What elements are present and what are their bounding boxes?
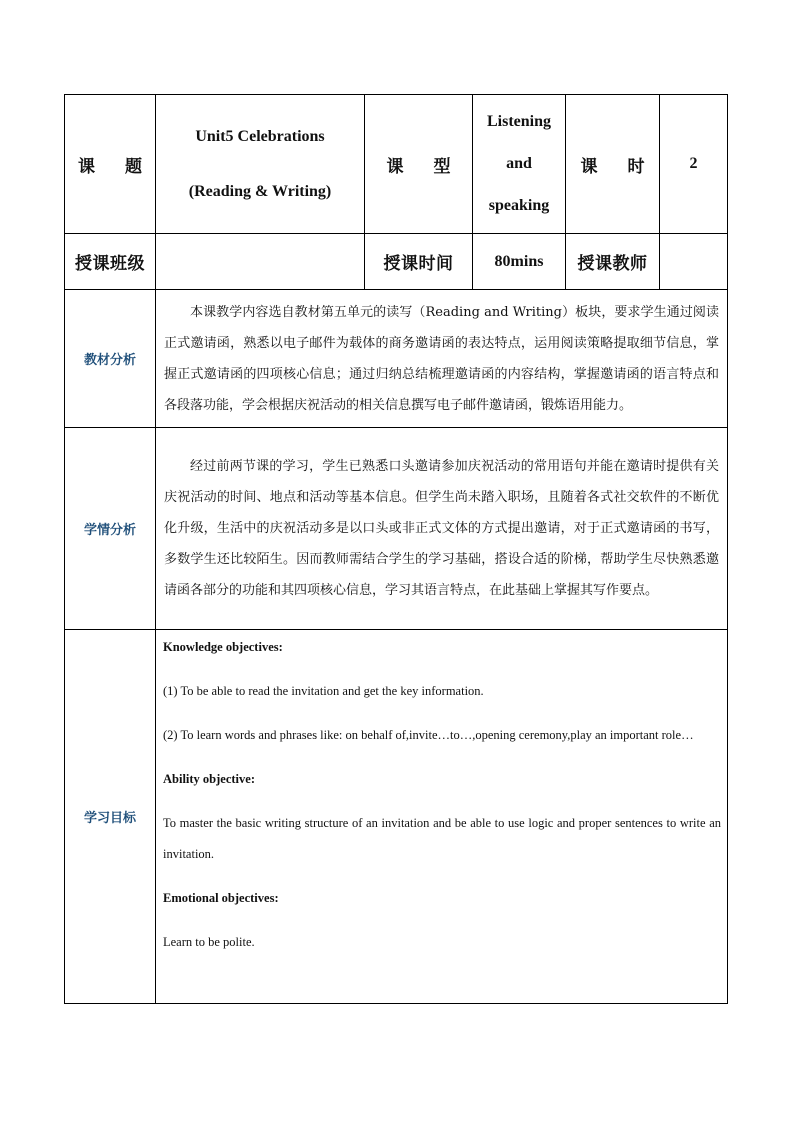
topic-label: 课 题 [65, 95, 156, 234]
objectives-content [156, 630, 728, 1004]
textbook-analysis-row [65, 290, 728, 428]
objectives-label: 学习目标 [65, 630, 156, 1004]
emotional-heading: Emotional objectives: [163, 891, 279, 905]
ability-text: To master the basic writing structure of an invitation and be able to use logic and proper sentences to write an invitation. [163, 816, 721, 861]
info-row [65, 234, 728, 290]
textbook-analysis-content [156, 290, 728, 428]
type-label: 课 型 [365, 95, 473, 234]
learner-analysis-label: 学情分析 [65, 428, 156, 630]
knowledge-item-2: (2) To learn words and phrases like: on behalf of,invite…to…,opening ceremony,play an important role… [163, 728, 694, 742]
knowledge-item-1: (1) To be able to read the invitation and get the key information. [163, 684, 484, 698]
type-value [473, 95, 566, 234]
class-value [156, 234, 365, 290]
header-row [65, 95, 728, 234]
textbook-analysis-text: 本课教学内容选自教材第五单元的读写（Reading and Writing）板块，要求学生通过阅读正式邀请函，熟悉以电子邮件为载体的商务邀请函的表达特点，运用阅读策略提取细节信息，掌握正式邀请函的四项核心信息；通过归纳总结梳理邀请函的内容结构，掌握邀请函的语言特点和各段落功能，学会根据庆祝活动的相关信息撰写电子邮件邀请函，锻炼语用能力。 [164, 304, 719, 413]
emotional-text: Learn to be polite. [163, 935, 255, 949]
lesson-plan-table [64, 94, 728, 1004]
teacher-label: 授课教师 [566, 234, 660, 290]
topic-title-line1: Unit5 Celebrations [195, 128, 325, 145]
teacher-value [660, 234, 728, 290]
objectives-row [65, 630, 728, 1004]
learner-analysis-text: 经过前两节课的学习，学生已熟悉口头邀请参加庆祝活动的常用语句并能在邀请时提供有关庆祝活动的时间、地点和活动等基本信息。但学生尚未踏入职场，且随着各式社交软件的不断优化升级，生活中的庆祝活动多是以口头或非正式文体的方式提出邀请，对于正式邀请函的书写，多数学生还比较陌生。因而教师需结合学生的学习基础，搭设合适的阶梯，帮助学生尽快熟悉邀请函各部分的功能和其四项核心信息，学习其语言特点，在此基础上掌握其写作要点。 [164, 459, 719, 598]
type-value-line3: speaking [488, 197, 550, 214]
period-value: 2 [660, 95, 728, 234]
type-value-line1: Listening [486, 113, 551, 130]
time-value: 80mins [473, 234, 566, 290]
textbook-analysis-label: 教材分析 [65, 290, 156, 428]
topic-title-line2: (Reading & Writing) [188, 183, 332, 200]
type-value-line2: and [506, 155, 532, 172]
learner-analysis-row [65, 428, 728, 630]
topic-title [156, 95, 365, 234]
class-label: 授课班级 [65, 234, 156, 290]
time-label: 授课时间 [365, 234, 473, 290]
knowledge-heading: Knowledge objectives: [163, 640, 283, 654]
learner-analysis-content [156, 428, 728, 630]
period-label: 课 时 [566, 95, 660, 234]
ability-heading: Ability objective: [163, 772, 255, 786]
